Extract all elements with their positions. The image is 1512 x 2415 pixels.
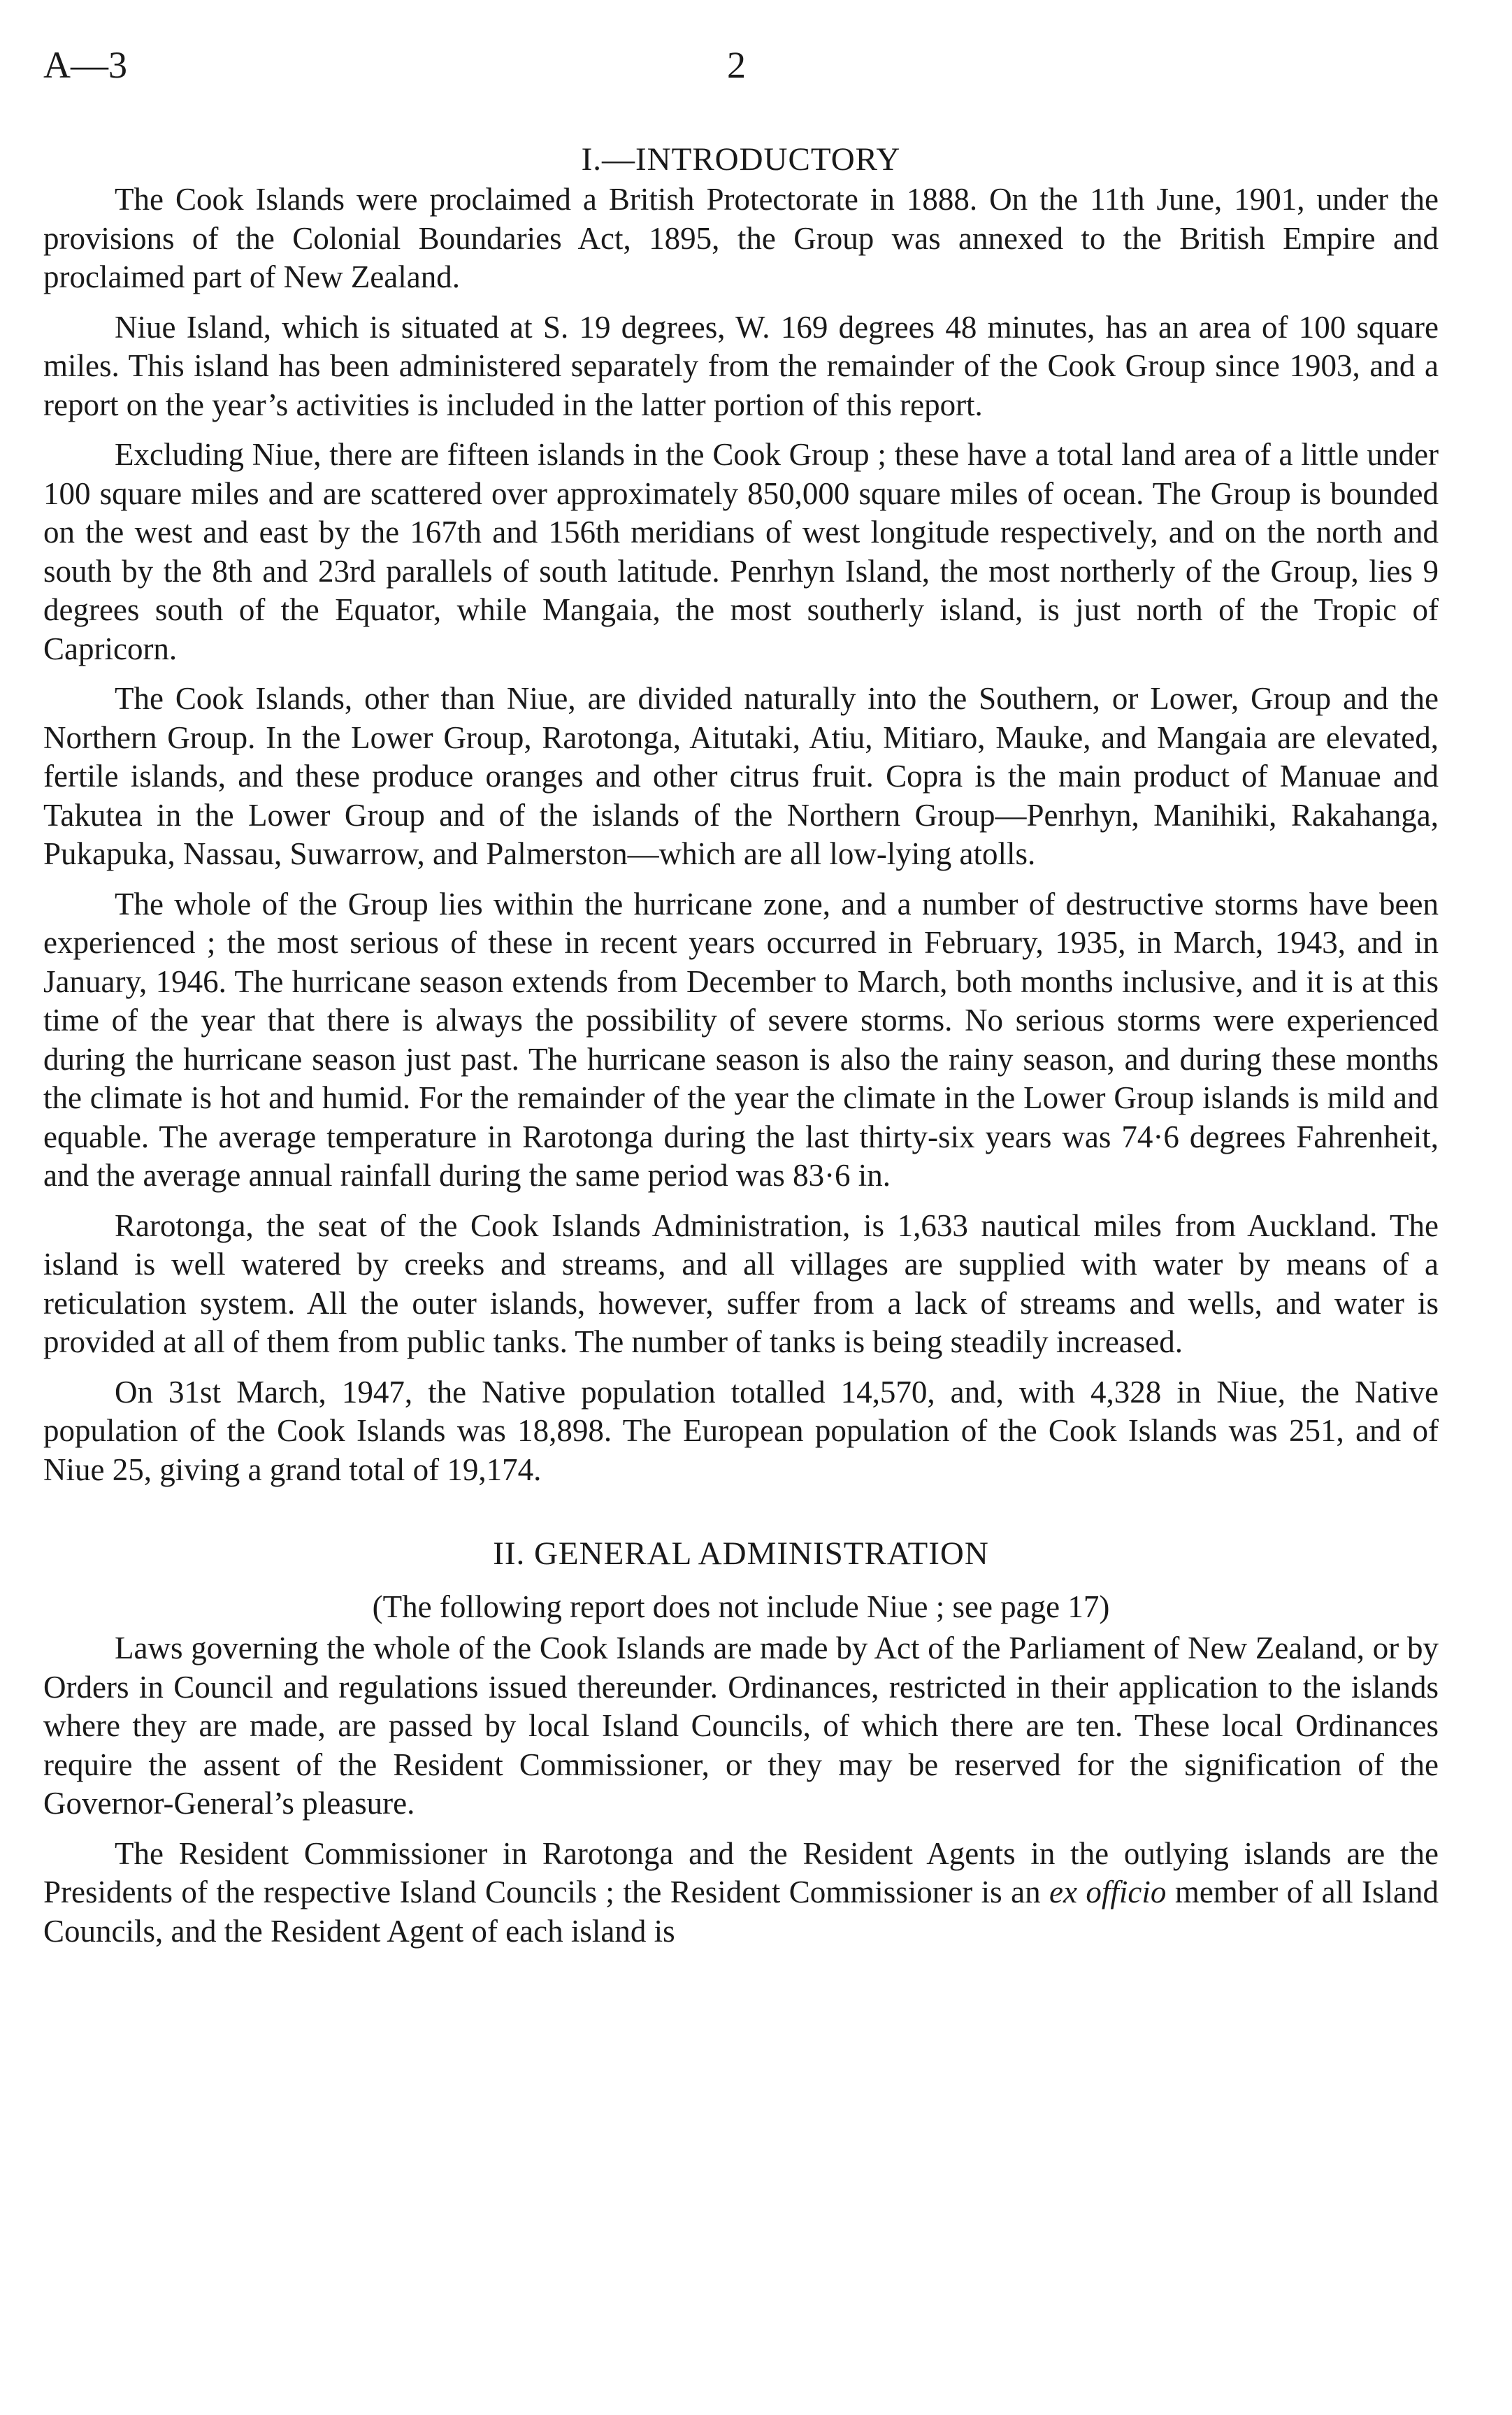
paragraph: Rarotonga, the seat of the Cook Islands Administration, is 1,633 nautical miles from Auckland. The island is well watered by creeks and streams, and all villages are supplied with water by means of a reticulation system. All the outer islands, however, suffer from a lack of streams and wells, and water is provided at all of them from public tanks. The number of tanks is being steadily increased.	[43, 1208, 1439, 1359]
paragraph: The whole of the Group lies within the hurricane zone, and a number of destructive storms have been experienced ; the most serious of these in recent years occurred in February, 1935, in March, 1943, and in January, 1946. The hurricane season extends from December to March, both months inclusive, and it is at this time of the year that there is always the possibility of severe storms. No serious storms were experienced during the hurricane season just past. The hurricane season is also the rainy season, and during these months the climate is hot and humid. For the remainder of the year the climate in the Lower Group islands is mild and equable. The average temperature in Rarotonga during the last thirty-six years was 74·6 degrees Fahrenheit, and the average annual rainfall during the same period was 83·6 in.	[43, 886, 1439, 1193]
paragraph-with-italic	[43, 1835, 1439, 1951]
italic-term: ex officio	[1049, 1875, 1167, 1909]
section-title-general-administration: II. GENERAL ADMINISTRATION	[493, 1535, 989, 1572]
paragraph: Excluding Niue, there are fifteen islands in the Cook Group ; these have a total land area of a little under 100 square miles and are scattered over approximately 850,000 square miles of ocean. The Group is bounded on the west and east by the 167th and 156th meridians of west longitude respectively, and on the north and south by the 8th and 23rd parallels of south latitude. Penrhyn Island, the most northerly of the Group, lies 9 degrees south of the Equator, while Mangaia, the most southerly island, is just north of the Tropic of Capricorn.	[43, 437, 1439, 666]
paragraph: The Cook Islands were proclaimed a British Protectorate in 1888. On the 11th June, 1901, under the provisions of the Colonial Boundaries Act, 1895, the Group was annexed to the British Empire and proclaimed part of New Zealand.	[43, 182, 1439, 294]
paragraph: Niue Island, which is situated at S. 19 degrees, W. 169 degrees 48 minutes, has an area of 100 square miles. This island has been administered separately from the remainder of the Cook Group since 1903, and a report on the year’s activities is included in the latter portion of this report.	[43, 309, 1439, 422]
paragraph: On 31st March, 1947, the Native population totalled 14,570, and, with 4,328 in Niue, the Native population of the Cook Islands was 18,898. The European population of the Cook Islands was 251, and of Niue 25, giving a grand total of 19,174.	[43, 1374, 1439, 1487]
page-number: 2	[727, 44, 746, 86]
paragraph: The Cook Islands, other than Niue, are divided naturally into the Southern, or Lower, Group and the Northern Group. In the Lower Group, Rarotonga, Aitutaki, Atiu, Mitiaro, Mauke, and Mangaia are elevated, fertile islands, and these produce oranges and other citrus fruit. Copra is the main product of Manuae and Takutea in the Lower Group and of the islands of the Northern Group—Penrhyn, Manihiki, Rakahanga, Pukapuka, Nassau, Suwarrow, and Palmerston—which are all low-lying atolls.	[43, 681, 1439, 871]
document-body	[43, 140, 1439, 1962]
paragraph-text: The Resident Commissioner in Rarotonga and the Resident Agents in the outlying islands are the Presidents of the respective Island Councils ; the Resident Commissioner is an	[43, 1835, 1439, 1909]
paragraph-text: member of all Island Councils, and the Resident Agent of each island is	[43, 1875, 1439, 1949]
section-title-introductory: I.—INTRODUCTORY	[581, 141, 901, 178]
paragraph: Laws governing the whole of the Cook Islands are made by Act of the Parliament of New Zealand, or by Orders in Council and regulations issued thereunder. Ordinances, restricted in their application to the islands where they are made, are passed by local Island Councils, of which there are ten. These local Ordinances require the assent of the Resident Commissioner, or they may be reserved for the signification of the Governor-General’s pleasure.	[43, 1631, 1439, 1821]
document-reference: A—3	[43, 44, 127, 86]
section-subtitle: (The following report does not include Niue ; see page 17)	[372, 1589, 1110, 1624]
